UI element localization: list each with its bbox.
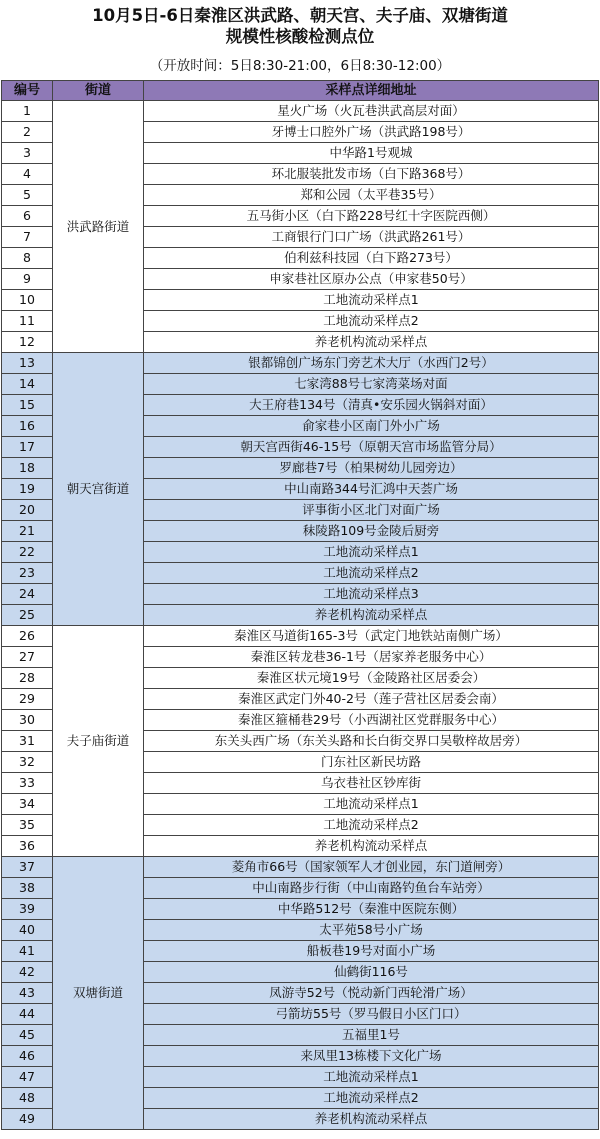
site-number: 35: [2, 815, 53, 836]
site-address: 工地流动采样点1: [144, 1067, 599, 1088]
site-address: 五马街小区（白下路228号红十字医院西侧）: [144, 206, 599, 227]
site-address: 中华路512号（秦淮中医院东侧）: [144, 899, 599, 920]
site-number: 9: [2, 269, 53, 290]
street-name: 双塘街道: [53, 857, 144, 1130]
site-number: 8: [2, 248, 53, 269]
site-number: 22: [2, 542, 53, 563]
site-address: 工商银行门口广场（洪武路261号）: [144, 227, 599, 248]
site-number: 2: [2, 122, 53, 143]
site-number: 18: [2, 458, 53, 479]
site-address: 工地流动采样点1: [144, 542, 599, 563]
site-address: 秦淮区武定门外40-2号（莲子营社区居委会南）: [144, 689, 599, 710]
testing-sites-table: [1, 80, 599, 1130]
site-address: 七家湾88号七家湾菜场对面: [144, 374, 599, 395]
site-number: 15: [2, 395, 53, 416]
site-number: 39: [2, 899, 53, 920]
site-number: 28: [2, 668, 53, 689]
table-row: [2, 857, 599, 878]
site-address: 工地流动采样点2: [144, 815, 599, 836]
site-number: 12: [2, 332, 53, 353]
site-address: 工地流动采样点2: [144, 311, 599, 332]
site-address: 养老机构流动采样点: [144, 605, 599, 626]
site-number: 23: [2, 563, 53, 584]
site-address: 申家巷社区原办公点（申家巷50号）: [144, 269, 599, 290]
site-address: 大王府巷134号（清真•安乐园火锅斜对面）: [144, 395, 599, 416]
site-number: 33: [2, 773, 53, 794]
site-number: 47: [2, 1067, 53, 1088]
document-header: [0, 0, 600, 80]
site-number: 45: [2, 1025, 53, 1046]
site-address: 仙鹤街116号: [144, 962, 599, 983]
site-number: 32: [2, 752, 53, 773]
site-address: 秣陵路109号金陵后厨旁: [144, 521, 599, 542]
site-number: 42: [2, 962, 53, 983]
site-number: 1: [2, 101, 53, 122]
site-number: 5: [2, 185, 53, 206]
site-number: 19: [2, 479, 53, 500]
site-address: 俞家巷小区南门外小广场: [144, 416, 599, 437]
column-header-address: 采样点详细地址: [144, 81, 599, 101]
site-address: 中山南路344号汇鸿中天荟广场: [144, 479, 599, 500]
site-number: 29: [2, 689, 53, 710]
site-number: 3: [2, 143, 53, 164]
site-address: 罗廊巷7号（柏果树幼儿园旁边）: [144, 458, 599, 479]
site-number: 38: [2, 878, 53, 899]
site-address: 弓箭坊55号（罗马假日小区门口）: [144, 1004, 599, 1025]
site-number: 43: [2, 983, 53, 1004]
site-address: 工地流动采样点1: [144, 290, 599, 311]
street-name: 夫子庙街道: [53, 626, 144, 857]
site-number: 36: [2, 836, 53, 857]
site-address: 船板巷19号对面小广场: [144, 941, 599, 962]
title-line-1: 10月5日-6日秦淮区洪武路、朝天宫、夫子庙、双塘街道: [92, 6, 508, 25]
site-address: 门东社区新民坊路: [144, 752, 599, 773]
site-number: 7: [2, 227, 53, 248]
site-address: 来凤里13栋楼下文化广场: [144, 1046, 599, 1067]
site-number: 37: [2, 857, 53, 878]
site-address: 环北服装批发市场（白下路368号）: [144, 164, 599, 185]
site-address: 五福里1号: [144, 1025, 599, 1046]
site-number: 14: [2, 374, 53, 395]
site-address: 秦淮区马道街165-3号（武定门地铁站南侧广场）: [144, 626, 599, 647]
site-number: 26: [2, 626, 53, 647]
table-row: [2, 353, 599, 374]
site-number: 31: [2, 731, 53, 752]
opening-hours: （开放时间：5日8:30-21:00，6日8:30-12:00）: [149, 58, 451, 74]
site-address: 东关头西广场（东关头路和长白街交界口吴敬梓故居旁）: [144, 731, 599, 752]
site-number: 30: [2, 710, 53, 731]
site-number: 41: [2, 941, 53, 962]
site-address: 养老机构流动采样点: [144, 332, 599, 353]
site-address: 评事街小区北门对面广场: [144, 500, 599, 521]
site-address: 太平苑58号小广场: [144, 920, 599, 941]
site-address: 秦淮区转龙巷36-1号（居家养老服务中心）: [144, 647, 599, 668]
street-name: 洪武路街道: [53, 101, 144, 353]
site-address: 牙博士口腔外广场（洪武路198号）: [144, 122, 599, 143]
street-name: 朝天宫街道: [53, 353, 144, 626]
site-number: 34: [2, 794, 53, 815]
site-address: 中华路1号观城: [144, 143, 599, 164]
site-address: 秦淮区状元境19号（金陵路社区居委会）: [144, 668, 599, 689]
site-number: 40: [2, 920, 53, 941]
site-number: 48: [2, 1088, 53, 1109]
site-address: 星火广场（火瓦巷洪武高层对面）: [144, 101, 599, 122]
site-address: 银都锦创广场东门旁艺术大厅（水西门2号）: [144, 353, 599, 374]
site-number: 11: [2, 311, 53, 332]
table-row: [2, 626, 599, 647]
site-number: 20: [2, 500, 53, 521]
title-line-2: 规模性核酸检测点位: [225, 27, 375, 46]
site-number: 21: [2, 521, 53, 542]
site-address: 工地流动采样点2: [144, 1088, 599, 1109]
site-address: 工地流动采样点3: [144, 584, 599, 605]
site-address: 养老机构流动采样点: [144, 1109, 599, 1130]
column-header-street: 街道: [53, 81, 144, 101]
site-number: 6: [2, 206, 53, 227]
site-number: 17: [2, 437, 53, 458]
site-address: 中山南路步行街（中山南路钓鱼台车站旁）: [144, 878, 599, 899]
table-header-row: [2, 81, 599, 101]
site-address: 工地流动采样点1: [144, 794, 599, 815]
site-number: 13: [2, 353, 53, 374]
site-number: 10: [2, 290, 53, 311]
site-number: 46: [2, 1046, 53, 1067]
table-body: [2, 101, 599, 1130]
site-number: 44: [2, 1004, 53, 1025]
site-address: 凤游寺52号（悦动新门西轮滑广场）: [144, 983, 599, 1004]
column-header-number: 编号: [2, 81, 53, 101]
site-number: 27: [2, 647, 53, 668]
site-number: 25: [2, 605, 53, 626]
site-address: 工地流动采样点2: [144, 563, 599, 584]
site-address: 伯利兹科技园（白下路273号）: [144, 248, 599, 269]
site-address: 秦淮区箍桶巷29号（小西湖社区党群服务中心）: [144, 710, 599, 731]
site-address: 乌衣巷社区钞库街: [144, 773, 599, 794]
site-address: 郑和公园（太平巷35号）: [144, 185, 599, 206]
site-address: 朝天宫西街46-15号（原朝天宫市场监管分局）: [144, 437, 599, 458]
site-number: 49: [2, 1109, 53, 1130]
page-title: [0, 0, 600, 47]
table-row: [2, 101, 599, 122]
site-address: 养老机构流动采样点: [144, 836, 599, 857]
site-number: 24: [2, 584, 53, 605]
site-number: 4: [2, 164, 53, 185]
site-address: 菱角市66号（国家领军人才创业园，东门道闸旁）: [144, 857, 599, 878]
site-number: 16: [2, 416, 53, 437]
